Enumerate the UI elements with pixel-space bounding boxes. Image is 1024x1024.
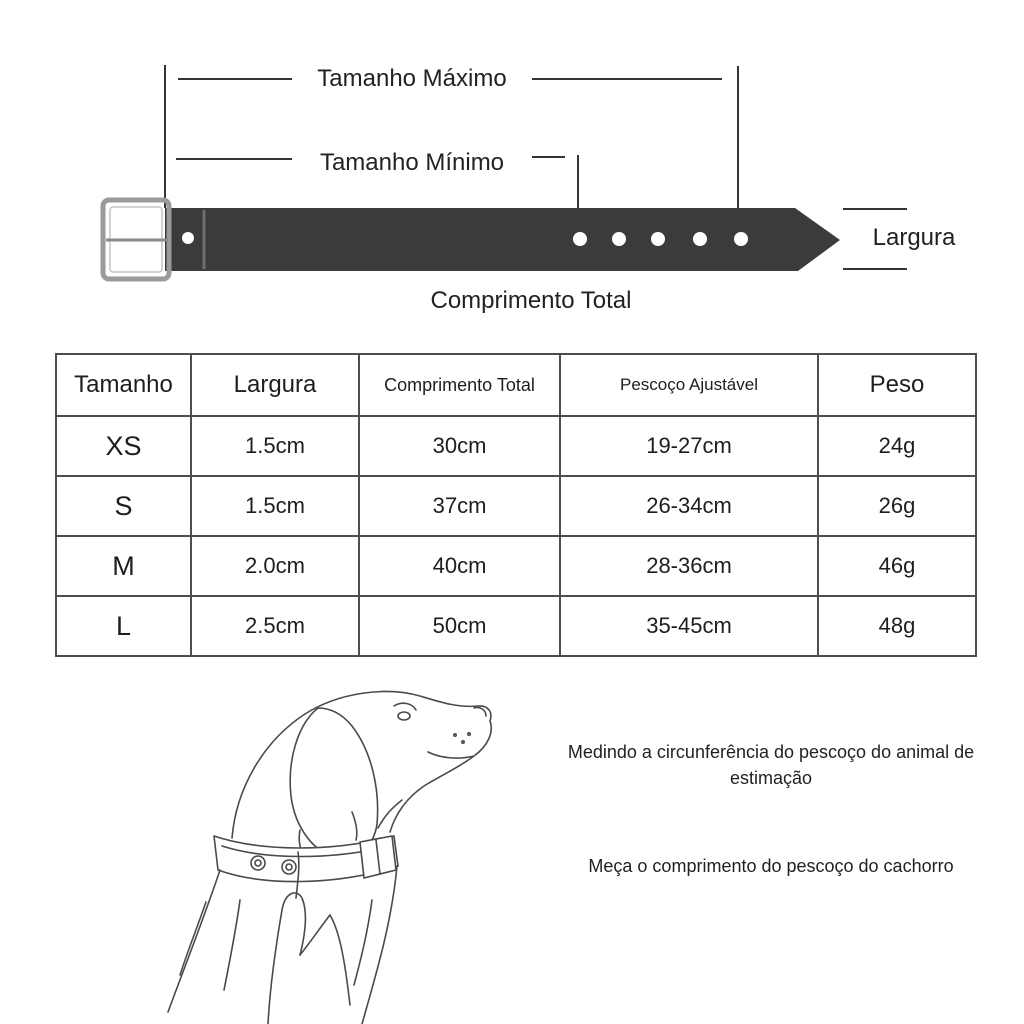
hand-palm — [268, 893, 305, 1024]
dog-mouth — [428, 752, 474, 758]
cell-size: S — [56, 476, 191, 536]
cell-width: 1.5cm — [191, 416, 359, 476]
dog-brow — [394, 703, 416, 710]
measure-circumference-line-1: Medindo a circunferência do pescoço do animal de — [567, 742, 975, 762]
dog-neck-right — [362, 866, 397, 1024]
cell-adjustable-neck: 28-36cm — [560, 536, 818, 596]
dog-whisker-dot — [454, 734, 456, 736]
measure-circumference-line-2: estimação — [729, 768, 813, 788]
table-row — [56, 536, 976, 596]
cell-width: 2.5cm — [191, 596, 359, 656]
header-weight: Peso — [818, 354, 976, 416]
strap-hole — [612, 232, 626, 246]
cell-weight: 48g — [818, 596, 976, 656]
cell-weight: 46g — [818, 536, 976, 596]
dog-nose — [474, 707, 486, 716]
cell-weight: 26g — [818, 476, 976, 536]
header-size: Tamanho — [56, 354, 191, 416]
dog-whisker-dot — [462, 741, 464, 743]
cell-adjustable-neck: 19-27cm — [560, 416, 818, 476]
header-adjustable-neck: Pescoço Ajustável — [560, 354, 818, 416]
dog-fur-line — [180, 902, 206, 975]
dog-ear — [290, 708, 377, 859]
cell-size: XS — [56, 416, 191, 476]
cell-total-length: 40cm — [359, 536, 560, 596]
table-row — [56, 596, 976, 656]
hand-finger — [330, 915, 350, 1005]
table-header-row — [56, 354, 976, 416]
measure-length-text: Meça o comprimento do pescoço do cachorro — [588, 856, 954, 876]
dog-head-outline — [232, 692, 491, 838]
dog-fur-line — [354, 900, 372, 985]
cell-total-length: 30cm — [359, 416, 560, 476]
strap-hole — [573, 232, 587, 246]
width-label: Largura — [872, 224, 956, 251]
cell-total-length: 50cm — [359, 596, 560, 656]
dog-eye — [398, 712, 410, 720]
size-table — [55, 353, 977, 657]
cell-width: 2.0cm — [191, 536, 359, 596]
cell-size: M — [56, 536, 191, 596]
max-size-label: Tamanho Máximo — [317, 65, 507, 92]
cell-width: 1.5cm — [191, 476, 359, 536]
strap-hole — [651, 232, 665, 246]
cell-size: L — [56, 596, 191, 656]
cell-adjustable-neck: 35-45cm — [560, 596, 818, 656]
dog-whisker-dot — [468, 733, 470, 735]
dog-fur-line — [352, 812, 357, 840]
strap-hole — [693, 232, 707, 246]
header-width: Largura — [191, 354, 359, 416]
strap-hole-loop — [182, 232, 194, 244]
dog-snout-outline — [390, 721, 491, 832]
strap-hole — [734, 232, 748, 246]
table-row — [56, 416, 976, 476]
total-length-label: Comprimento Total — [430, 287, 632, 314]
cell-total-length: 37cm — [359, 476, 560, 536]
cell-adjustable-neck: 26-34cm — [560, 476, 818, 536]
dog-neck-left — [168, 870, 220, 1012]
dog-fur-line — [224, 900, 240, 990]
header-total-length: Comprimento Total — [359, 354, 560, 416]
dog-illustration — [168, 692, 491, 1024]
table-row — [56, 476, 976, 536]
min-size-label: Tamanho Mínimo — [319, 149, 505, 176]
cell-weight: 24g — [818, 416, 976, 476]
